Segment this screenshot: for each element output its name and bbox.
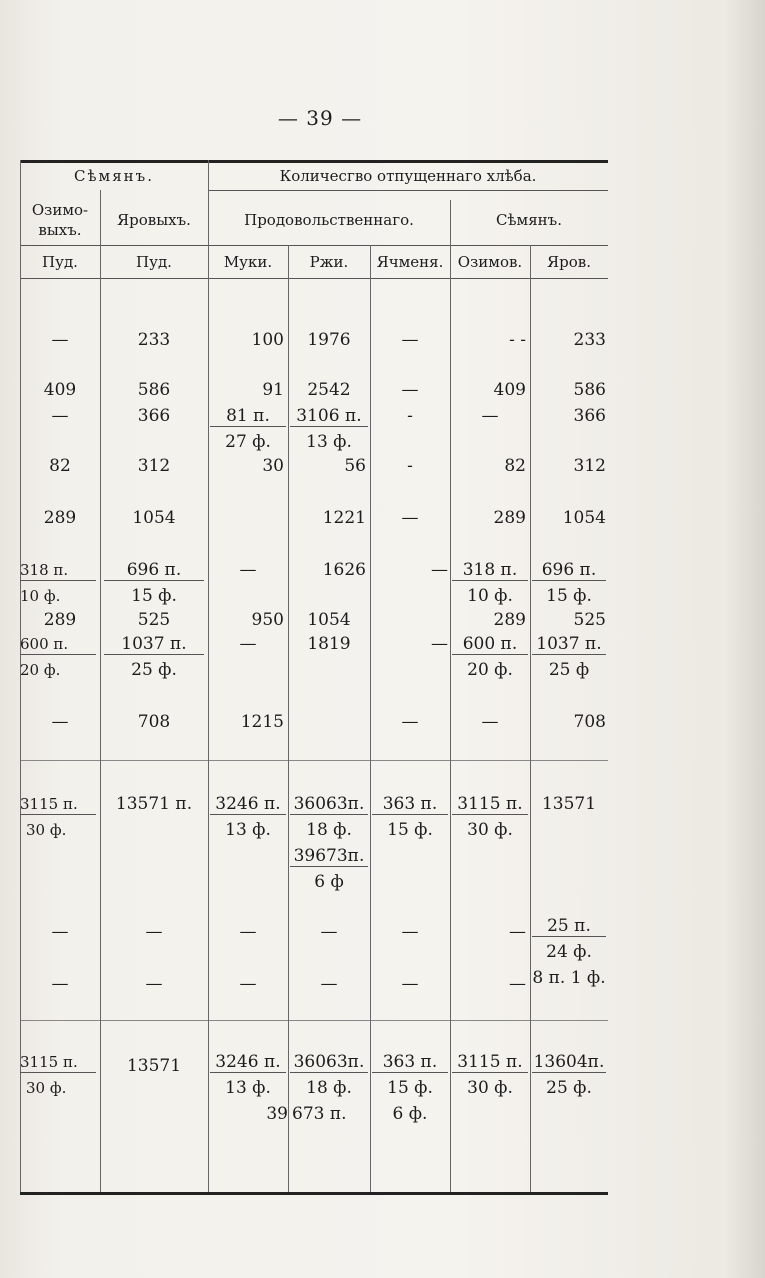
r11-c6: — bbox=[509, 922, 526, 942]
r5-c5: — bbox=[401, 508, 419, 528]
r1-c3: 100 bbox=[251, 330, 284, 350]
r9-c5: — bbox=[401, 712, 419, 732]
grain-table bbox=[20, 160, 608, 1200]
header-seeds-2: Сѣмянъ. bbox=[496, 211, 562, 229]
r6-c5: — bbox=[431, 560, 448, 580]
r8-c6-fraction: 20 ф. bbox=[467, 660, 513, 680]
header-winter-2: Озимов. bbox=[457, 253, 523, 271]
r10-c3-fraction: 13 ф. bbox=[225, 820, 271, 840]
r8-c5: — bbox=[431, 634, 448, 654]
header-seeds: Сѣмянъ. bbox=[74, 167, 154, 185]
r3-c4-fraction: 13 ф. bbox=[306, 432, 352, 452]
r10-c6: 3115 п. bbox=[452, 794, 528, 815]
r10-c4-sum-fraction: 6 ф bbox=[314, 872, 344, 892]
r13-c5: 363 п. bbox=[372, 1052, 448, 1073]
r3-c3: 81 п. bbox=[210, 406, 286, 427]
header-rule-2 bbox=[20, 245, 608, 246]
r12-c5: — bbox=[401, 974, 419, 994]
r8-c2-fraction: 25 ф. bbox=[131, 660, 177, 680]
r10-c4-fraction: 18 ф. bbox=[306, 820, 352, 840]
r9-c1: — bbox=[51, 712, 69, 732]
r5-c2: 1054 bbox=[132, 508, 176, 528]
r10-c3: 3246 п. bbox=[210, 794, 286, 815]
r12-c2: — bbox=[145, 974, 163, 994]
r4-c1: 82 bbox=[49, 456, 71, 476]
r3-c3-fraction: 27 ф. bbox=[225, 432, 271, 452]
r2-c6: 409 bbox=[493, 380, 526, 400]
r10-c4-sum: 39673п. bbox=[290, 846, 368, 867]
r8-c6: 600 п. bbox=[452, 634, 528, 655]
r12-c6: — bbox=[509, 974, 526, 994]
r8-c1: 600 п. bbox=[20, 634, 96, 655]
r11-c3: — bbox=[239, 922, 257, 942]
r5-c1: 289 bbox=[43, 508, 77, 528]
header-spring-2: Яров. bbox=[547, 253, 591, 271]
r5-c4: 1221 bbox=[322, 508, 366, 528]
r6-c7-fraction: 15 ф. bbox=[546, 586, 592, 606]
r9-c7: 708 bbox=[573, 712, 606, 732]
r10-c5: 363 п. bbox=[372, 794, 448, 815]
r6-c2: 696 п. bbox=[104, 560, 204, 581]
r7-c7: 525 bbox=[573, 610, 606, 630]
r2-c7: 586 bbox=[573, 380, 606, 400]
r7-c2: 525 bbox=[137, 610, 171, 630]
r11-c1: — bbox=[51, 922, 69, 942]
r9-c3: 1215 bbox=[240, 712, 284, 732]
header-rule-1 bbox=[208, 190, 608, 191]
r7-c6: 289 bbox=[493, 610, 526, 630]
r13-grand-total-b: 673 п. bbox=[292, 1104, 347, 1124]
total-rule bbox=[20, 1020, 608, 1021]
r4-c4: 56 bbox=[344, 456, 366, 476]
header-released: Количесгво отпущеннаго хлѣба. bbox=[279, 167, 537, 185]
r1-c6: - - bbox=[509, 330, 526, 350]
r2-c2: 586 bbox=[137, 380, 171, 400]
r8-c4: 1819 bbox=[307, 634, 351, 654]
r12-c4: — bbox=[320, 974, 338, 994]
r3-c5: - bbox=[407, 406, 413, 426]
r3-c1: — bbox=[51, 406, 69, 426]
r10-c1: 3115 п. bbox=[20, 794, 96, 815]
r13-c5-fraction: 15 ф. bbox=[387, 1078, 433, 1098]
r3-c2: 366 bbox=[137, 406, 171, 426]
header-unit-1: Пуд. bbox=[42, 253, 78, 271]
r4-c6: 82 bbox=[504, 456, 526, 476]
r12-c3: — bbox=[239, 974, 257, 994]
header-unit-2: Пуд. bbox=[136, 253, 172, 271]
r10-c6-fraction: 30 ф. bbox=[467, 820, 513, 840]
r6-c1-fraction: 10 ф. bbox=[20, 587, 61, 605]
r10-c4: 36063п. bbox=[290, 794, 368, 815]
r13-c1-fraction: 30 ф. bbox=[26, 1079, 67, 1097]
r13-c7-fraction: 25 ф. bbox=[546, 1078, 592, 1098]
r5-c7: 1054 bbox=[562, 508, 606, 528]
r13-c2: 13571 bbox=[126, 1056, 182, 1076]
r1-c1: — bbox=[51, 330, 69, 350]
r8-c7-fraction: 25 ф bbox=[548, 660, 590, 680]
r7-c1: 289 bbox=[43, 610, 77, 630]
r1-c5: — bbox=[401, 330, 419, 350]
r8-c7: 1037 п. bbox=[532, 634, 606, 655]
r12-c7: 8 п. 1 ф. bbox=[532, 968, 606, 988]
header-food: Продовольственнаго. bbox=[244, 211, 414, 229]
r13-c6-fraction: 30 ф. bbox=[467, 1078, 513, 1098]
page-number: — 39 — bbox=[277, 106, 363, 130]
page-edge-shadow bbox=[725, 0, 765, 1278]
r13-c6: 3115 п. bbox=[452, 1052, 528, 1073]
r13-c1: 3115 п. bbox=[20, 1052, 96, 1073]
r12-c1: — bbox=[51, 974, 69, 994]
r11-c4: — bbox=[320, 922, 338, 942]
r4-c7: 312 bbox=[573, 456, 606, 476]
r5-c6: 289 bbox=[493, 508, 526, 528]
r2-c3: 91 bbox=[262, 380, 284, 400]
r13-c4: 36063п. bbox=[290, 1052, 368, 1073]
header-flour: Муки. bbox=[223, 253, 273, 271]
r7-c3: 950 bbox=[251, 610, 284, 630]
r3-c4: 3106 п. bbox=[290, 406, 368, 427]
r3-c7: 366 bbox=[573, 406, 606, 426]
r11-c7-fraction: 24 ф. bbox=[546, 942, 592, 962]
r11-c5: — bbox=[401, 922, 419, 942]
r6-c6-fraction: 10 ф. bbox=[467, 586, 513, 606]
r4-c2: 312 bbox=[137, 456, 171, 476]
r11-c7: 25 п. bbox=[532, 916, 606, 937]
r4-c5: - bbox=[407, 456, 413, 476]
header-rye: Ржи. bbox=[309, 253, 349, 271]
r13-c3: 3246 п. bbox=[210, 1052, 286, 1073]
r7-c4: 1054 bbox=[307, 610, 351, 630]
r6-c2-fraction: 15 ф. bbox=[131, 586, 177, 606]
r6-c4: 1626 bbox=[322, 560, 366, 580]
r13-grand-total-c: 6 ф. bbox=[392, 1104, 428, 1124]
r13-c4-fraction: 18 ф. bbox=[306, 1078, 352, 1098]
r6-c6: 318 п. bbox=[452, 560, 528, 581]
header-winter: Озимо- выхъ. bbox=[31, 201, 89, 239]
r13-c7: 13604п. bbox=[533, 1052, 605, 1072]
r6-c1: 318 п. bbox=[20, 560, 96, 581]
col-rule-2 bbox=[208, 160, 209, 1192]
r10-c2: 13571 п. bbox=[115, 794, 193, 814]
r13-c3-fraction: 13 ф. bbox=[225, 1078, 271, 1098]
r6-c3: — bbox=[239, 560, 257, 580]
r1-c2: 233 bbox=[137, 330, 171, 350]
r6-c7: 696 п. bbox=[532, 560, 606, 581]
r9-c2: 708 bbox=[137, 712, 171, 732]
r11-c2: — bbox=[145, 922, 163, 942]
r9-c6: — bbox=[481, 712, 499, 732]
r3-c6: — bbox=[481, 406, 499, 426]
table-top-rule bbox=[20, 160, 608, 163]
r10-c7: 13571 bbox=[541, 794, 597, 814]
header-spring: Яровыхъ. bbox=[117, 211, 191, 229]
r8-c1-fraction: 20 ф. bbox=[20, 661, 61, 679]
table-bottom-rule bbox=[20, 1192, 608, 1195]
header-barley: Ячменя. bbox=[376, 253, 444, 271]
r2-c1: 409 bbox=[43, 380, 77, 400]
r4-c3: 30 bbox=[262, 456, 284, 476]
r2-c5: — bbox=[401, 380, 419, 400]
subtotal-rule bbox=[20, 760, 608, 761]
r10-c5-fraction: 15 ф. bbox=[387, 820, 433, 840]
r8-c2: 1037 п. bbox=[104, 634, 204, 655]
r13-grand-total-a: 39 bbox=[266, 1104, 288, 1124]
r1-c4: 1976 bbox=[307, 330, 351, 350]
r8-c3: — bbox=[239, 634, 257, 654]
r2-c4: 2542 bbox=[307, 380, 351, 400]
r1-c7: 233 bbox=[573, 330, 606, 350]
header-rule-3 bbox=[20, 278, 608, 279]
r10-c1-fraction: 30 ф. bbox=[26, 821, 67, 839]
